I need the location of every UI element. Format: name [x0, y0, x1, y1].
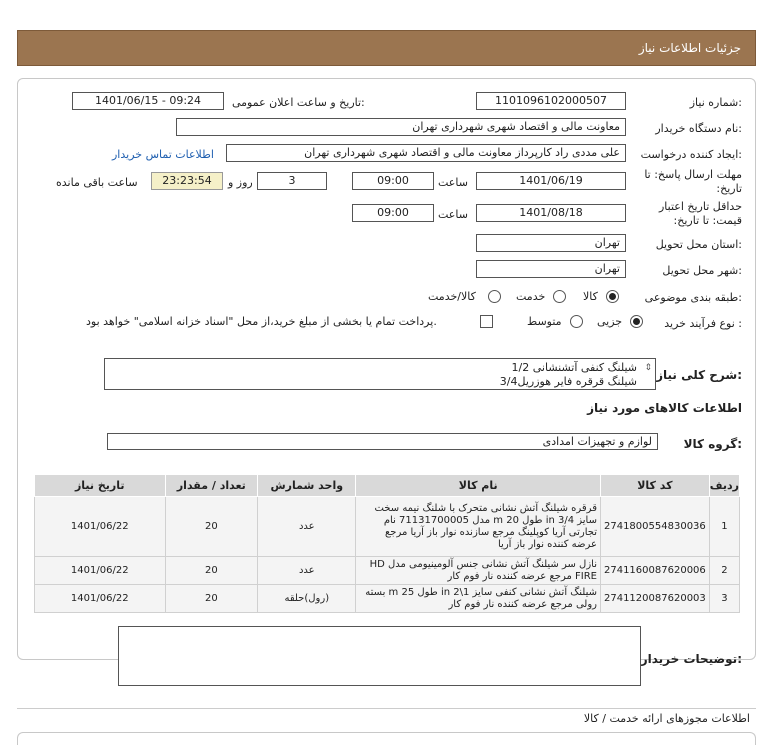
reply-date-field: 1401/06/19 — [476, 172, 626, 190]
category-option-service: خدمت — [516, 290, 546, 303]
row-index: 1 — [709, 497, 739, 557]
announce-label: تاریخ و ساعت اعلان عمومی: — [232, 96, 365, 109]
table-row — [35, 497, 740, 557]
category-radio-goods[interactable] — [606, 290, 619, 303]
goods-group-field: لوازم و تجهیزات امدادی — [107, 433, 658, 450]
process-option-minor: جزیی — [597, 315, 623, 328]
creator-label: ایجاد کننده درخواست: — [640, 148, 742, 161]
col-header-index: ردیف — [709, 475, 739, 497]
table-row — [35, 557, 740, 585]
city-field: تهران — [476, 260, 626, 278]
goods-group-label: گروه کالا: — [683, 437, 742, 451]
row-date: 1401/06/22 — [35, 585, 166, 613]
category-option-both: کالا/خدمت — [428, 290, 476, 303]
buyer-org-field: معاونت مالی و اقتصاد شهری شهرداری تهران — [176, 118, 626, 136]
col-header-unit: واحد شمارش — [258, 475, 356, 497]
footer-permits-title: اطلاعات مجوزهای ارائه خدمت / کالا — [583, 712, 750, 725]
description-line-2: شیلنگ قرقره فایر هوزریل3/4 — [499, 375, 637, 388]
buyer-org-label: نام دستگاه خریدار: — [655, 122, 742, 135]
goods-table-header — [35, 475, 740, 497]
table-row — [35, 585, 740, 613]
province-field: تهران — [476, 234, 626, 252]
description-line-1: شیلنگ کنفی آتشنشانی 1/2 — [511, 361, 637, 374]
buyer-contact-link[interactable]: اطلاعات تماس خریدار — [112, 148, 214, 161]
days-label: روز و — [228, 176, 253, 189]
row-date: 1401/06/22 — [35, 497, 166, 557]
scroll-arrows-icon[interactable]: ⇕ — [644, 363, 652, 373]
col-header-date: تاریخ نیاز — [35, 475, 166, 497]
page-header — [17, 30, 756, 66]
description-label: شرح کلی نیاز: — [656, 368, 742, 382]
row-unit: عدد — [258, 557, 356, 585]
row-code: 2741120087620003 — [600, 585, 709, 613]
need-number-label: شماره نیاز: — [689, 96, 742, 109]
row-name: قرقره شیلنگ آتش نشانی متحرک با شلنگ نیمه سخت سایز in 3/4 طول m 20 مدل 71131700005 نام تجارتی آریا کوپلینگ مرجع سازنده نوار باز آریا مرجع عرضه کننده نوار باز آریا — [356, 497, 601, 557]
buyer-notes-box — [118, 626, 641, 686]
goods-section-title: اطلاعات کالاهای مورد نیاز — [587, 401, 742, 415]
row-code: 2741160087620006 — [600, 557, 709, 585]
description-box — [104, 358, 656, 390]
process-radio-medium[interactable] — [570, 315, 583, 328]
process-radio-minor[interactable] — [630, 315, 643, 328]
reply-time-label: ساعت — [438, 176, 468, 189]
days-field: 3 — [257, 172, 327, 190]
category-radio-service[interactable] — [553, 290, 566, 303]
footer-divider — [17, 708, 756, 709]
payment-note: پرداخت تمام یا بخشی از مبلغ خرید،از محل "اسناد خزانه اسلامی" خواهد بود. — [86, 315, 437, 328]
province-label: استان محل تحویل: — [655, 238, 742, 251]
col-header-code: کد کالا — [600, 475, 709, 497]
validity-time-field: 09:00 — [352, 204, 434, 222]
row-qty: 20 — [165, 585, 258, 613]
reply-time-field: 09:00 — [352, 172, 434, 190]
need-number-field: 1101096102000507 — [476, 92, 626, 110]
creator-field: علی مددی راد کارپرداز معاونت مالی و اقتصاد شهری شهرداری تهران — [226, 144, 626, 162]
price-validity-label: حداقل تاریخ اعتبار قیمت: تا تاریخ: — [658, 200, 742, 227]
goods-table — [34, 474, 740, 613]
col-header-qty: تعداد / مقدار — [165, 475, 258, 497]
page-title: جزئیات اطلاعات نیاز — [638, 41, 741, 55]
row-unit: عدد — [258, 497, 356, 557]
category-option-goods: کالا — [583, 290, 598, 303]
city-label: شهر محل تحویل: — [662, 264, 742, 277]
row-name: نازل سر شیلنگ آتش نشانی جنس آلومینیومی مدل HD FIRE مرجع عرضه کننده نار فوم کار — [356, 557, 601, 585]
process-option-medium: متوسط — [527, 315, 562, 328]
category-label: طبقه بندی موضوعی: — [644, 291, 742, 304]
col-header-name: نام کالا — [356, 475, 601, 497]
row-unit: (رول)حلقه — [258, 585, 356, 613]
treasury-payment-checkbox[interactable] — [480, 315, 493, 328]
reply-deadline-label: مهلت ارسال پاسخ: تا تاریخ: — [644, 168, 742, 195]
remaining-time-field: 23:23:54 — [151, 172, 223, 190]
validity-time-label: ساعت — [438, 208, 468, 221]
row-name: شیلنگ آتش نشانی کنفی سایز in 2\1 طول m 25 بسته رولی مرجع عرضه کننده نار فوم کار — [356, 585, 601, 613]
category-radio-both[interactable] — [488, 290, 501, 303]
row-date: 1401/06/22 — [35, 557, 166, 585]
validity-date-field: 1401/08/18 — [476, 204, 626, 222]
buyer-notes-label: توضیحات خریدار: — [640, 652, 742, 666]
row-index: 2 — [709, 557, 739, 585]
row-index: 3 — [709, 585, 739, 613]
row-qty: 20 — [165, 497, 258, 557]
footer-panel — [17, 732, 756, 745]
remaining-label: ساعت باقی مانده — [56, 176, 138, 189]
announce-field: 1401/06/15 - 09:24 — [72, 92, 224, 110]
row-qty: 20 — [165, 557, 258, 585]
process-label: نوع فرآیند خرید : — [664, 317, 742, 330]
row-code: 2741800554830036 — [600, 497, 709, 557]
